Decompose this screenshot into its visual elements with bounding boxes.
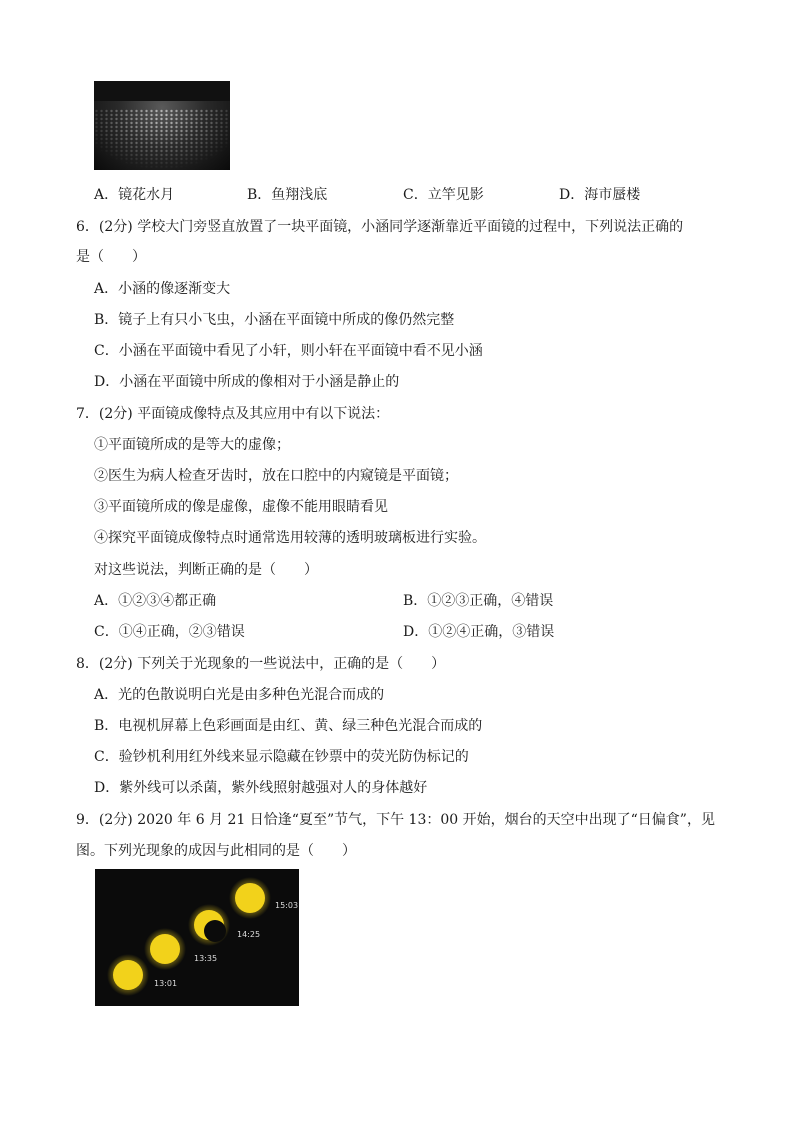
q9-stem-line1: 9．(2分) 2020 年 6 月 21 日恰逢“夏至”节气，下午 13：00 开始，烟台的天空中出现了“日偏食”，见 — [76, 812, 715, 828]
q5-option-a: A．镜花水月 — [94, 187, 175, 203]
time-label-1503: 15:03 — [275, 901, 299, 910]
q8-option-c: C．验钞机利用红外线来显示隐藏在钞票中的荧光防伪标记的 — [94, 749, 469, 765]
mirror-array-photo — [94, 81, 230, 170]
sun-1301 — [107, 954, 149, 996]
q7-option-b: B．①②③正确，④错误 — [403, 593, 554, 609]
q7-statement-1: ①平面镜所成的是等大的虚像； — [94, 437, 290, 453]
sun-1503 — [229, 877, 271, 919]
q6-option-c: C．小涵在平面镜中看见了小轩，则小轩在平面镜中看不见小涵 — [94, 343, 483, 359]
time-label-1425: 14:25 — [237, 930, 261, 939]
q6-stem-line1: 6．(2分) 学校大门旁竖直放置了一块平面镜，小涵同学逐渐靠近平面镜的过程中，下列说法正确的 — [76, 219, 684, 235]
sun-1335 — [144, 928, 186, 970]
q7-option-c: C．①④正确，②③错误 — [94, 624, 245, 640]
time-label-1335: 13:35 — [194, 954, 218, 963]
q6-option-a: A．小涵的像逐渐变大 — [94, 281, 231, 297]
q7-statement-2: ②医生为病人检查牙齿时，放在口腔中的内窥镜是平面镜； — [94, 468, 458, 484]
question-5-image — [94, 81, 230, 170]
q5-option-b: B．鱼翔浅底 — [247, 187, 328, 203]
q7-option-d: D．①②④正确，③错误 — [403, 624, 555, 640]
q8-stem: 8．(2分) 下列关于光现象的一些说法中，正确的是（ ） — [76, 656, 446, 672]
q7-option-a: A．①②③④都正确 — [94, 593, 217, 609]
q6-stem-line2: 是（ ） — [76, 249, 146, 265]
eclipse-image — [95, 869, 299, 1006]
q7-stem: 7．(2分) 平面镜成像特点及其应用中有以下说法： — [76, 406, 390, 422]
q8-option-a: A．光的色散说明白光是由多种色光混合而成的 — [94, 687, 385, 703]
q7-statement-4: ④探究平面镜成像特点时通常选用较薄的透明玻璃板进行实验。 — [94, 530, 486, 546]
q8-option-d: D．紫外线可以杀菌，紫外线照射越强对人的身体越好 — [94, 780, 428, 796]
eclipse-sequence — [95, 869, 299, 1006]
time-label-1301: 13:01 — [154, 979, 178, 988]
q9-stem-line2: 图。下列光现象的成因与此相同的是（ ） — [76, 843, 356, 859]
q6-option-b: B．镜子上有只小飞虫，小涵在平面镜中所成的像仍然完整 — [94, 312, 455, 328]
sun-1425 — [188, 904, 230, 946]
q7-prompt: 对这些说法，判断正确的是（ ） — [94, 562, 318, 578]
q7-statement-3: ③平面镜所成的像是虚像，虚像不能用眼睛看见 — [94, 499, 388, 515]
q8-option-b: B．电视机屏幕上色彩画面是由红、黄、绿三种色光混合而成的 — [94, 718, 483, 734]
q5-option-d: D．海市蜃楼 — [559, 187, 641, 203]
q6-option-d: D．小涵在平面镜中所成的像相对于小涵是静止的 — [94, 374, 400, 390]
q5-option-c: C．立竿见影 — [403, 187, 484, 203]
